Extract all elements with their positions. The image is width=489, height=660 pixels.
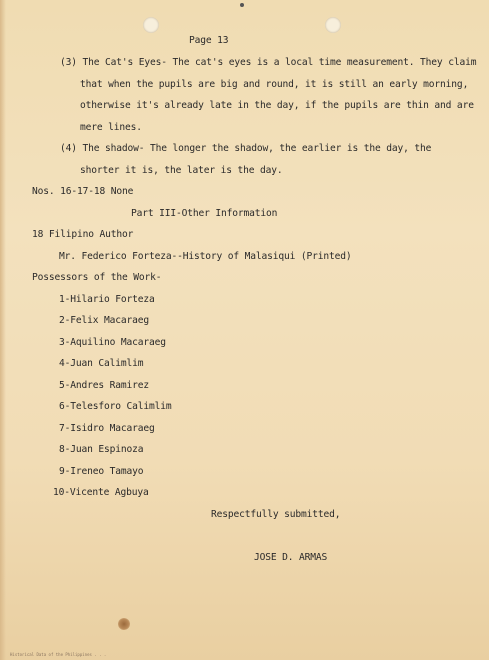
- text-line-11: Possessors of the Work-: [32, 272, 162, 283]
- text-line-9: 18 Filipino Author: [32, 229, 134, 240]
- text-line-10: Mr. Federico Forteza--History of Malasiqui (Printed): [59, 251, 352, 262]
- possessor-item-5: 5-Andres Ramirez: [59, 380, 150, 391]
- possessor-item-4: 4-Juan Calimlim: [59, 358, 144, 369]
- possessor-item-6: 6-Telesforo Calimlim: [59, 401, 172, 412]
- possessor-item-10: 10-Vicente Agbuya: [53, 487, 149, 498]
- text-line-5: (4) The shadow- The longer the shadow, the earlier is the day, the: [60, 143, 432, 154]
- text-line-3: otherwise it's already late in the day, if the pupils are thin and are: [80, 100, 474, 111]
- page-number-header: Page 13: [189, 35, 229, 46]
- possessor-item-7: 7-Isidro Macaraeg: [59, 423, 155, 434]
- page-edge-shadow: [0, 0, 6, 660]
- text-line-4: mere lines.: [80, 122, 142, 133]
- possessor-item-3: 3-Aquilino Macaraeg: [59, 337, 166, 348]
- punch-hole-left: [143, 17, 159, 33]
- text-line-7: Nos. 16-17-18 None: [32, 186, 134, 197]
- possessor-item-9: 9-Ireneo Tamayo: [59, 466, 144, 477]
- paper-stain: [118, 618, 130, 630]
- punch-hole-right: [325, 17, 341, 33]
- text-line-6: shorter it is, the later is the day.: [80, 165, 283, 176]
- page-footer: Historical Data of the Philippines . . .: [10, 652, 107, 657]
- possessor-item-2: 2-Felix Macaraeg: [59, 315, 150, 326]
- text-line-2: that when the pupils are big and round, it is still an early morning,: [80, 79, 469, 90]
- staple-mark: [240, 3, 244, 7]
- possessor-item-1: 1-Hilario Forteza: [59, 294, 155, 305]
- section-heading: Part III-Other Information: [131, 208, 278, 219]
- possessor-item-8: 8-Juan Espinoza: [59, 444, 144, 455]
- signature-name: JOSE D. ARMAS: [254, 552, 328, 563]
- closing-line: Respectfully submitted,: [211, 509, 341, 520]
- text-line-1: (3) The Cat's Eyes- The cat's eyes is a local time measurement. They claim: [60, 57, 477, 68]
